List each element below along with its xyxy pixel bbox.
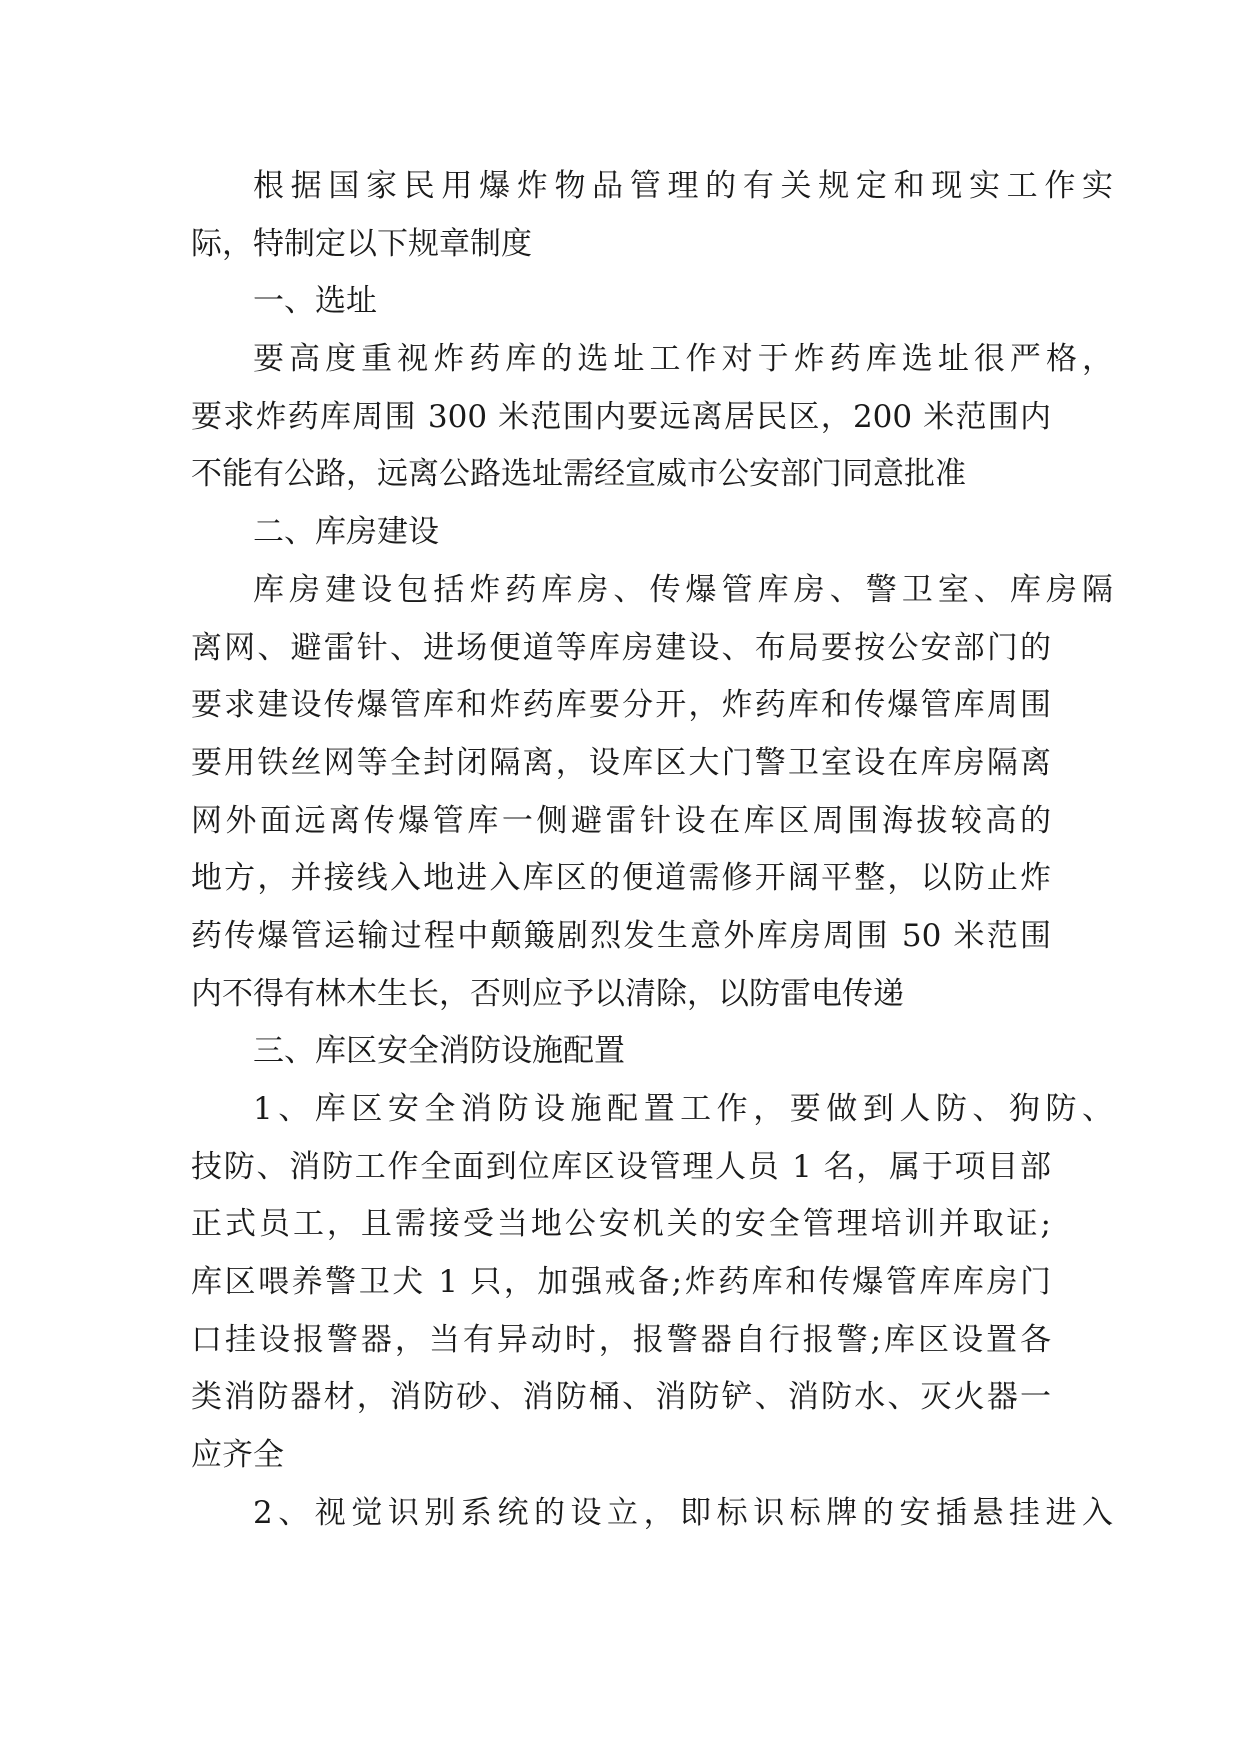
paragraph-construction-line-8: 内不得有林木生长，否则应予以清除，以防雷电传递 — [191, 975, 904, 1012]
paragraph-fire-safety-line-2: 技防、消防工作全面到位库区设管理人员 1 名，属于项目部 — [191, 1148, 1051, 1185]
paragraph-construction-line-4: 要用铁丝网等全封闭隔离，设库区大门警卫室设在库房隔离 — [191, 744, 1051, 781]
document-page — [191, 158, 1113, 1543]
paragraph-fire-safety-line-1: 1、库区安全消防设施配置工作，要做到人防、狗防、 — [253, 1091, 1113, 1127]
section-heading-fire-safety: 三、库区安全消防设施配置 — [253, 1033, 625, 1070]
paragraph-fire-safety-line-7: 应齐全 — [191, 1437, 284, 1474]
paragraph-fire-safety-line-5: 口挂设报警器，当有异动时，报警器自行报警;库区设置各 — [191, 1321, 1051, 1358]
paragraph-construction-line-2: 离网、避雷针、进场便道等库房建设、布局要按公安部门的 — [191, 629, 1051, 666]
paragraph-construction-line-5: 网外面远离传爆管库一侧避雷针设在库区周围海拔较高的 — [191, 802, 1051, 839]
section-heading-site-selection: 一、选址 — [253, 283, 377, 320]
section-heading-warehouse-construction: 二、库房建设 — [253, 514, 439, 551]
paragraph-fire-safety-line-4: 库区喂养警卫犬 1 只，加强戒备;炸药库和传爆管库库房门 — [191, 1264, 1051, 1301]
paragraph-visual-identity-line-1: 2、视觉识别系统的设立，即标识标牌的安插悬挂进入 — [253, 1494, 1113, 1531]
paragraph-site-selection-line-3: 不能有公路，远离公路选址需经宣威市公安部门同意批准 — [191, 456, 966, 493]
paragraph-fire-safety-line-3: 正式员工，且需接受当地公安机关的安全管理培训并取证; — [191, 1206, 1051, 1243]
paragraph-site-selection-line-1: 要高度重视炸药库的选址工作对于炸药库选址很严格， — [253, 341, 1113, 378]
paragraph-construction-line-1: 库房建设包括炸药库房、传爆管库房、警卫室、库房隔 — [253, 571, 1113, 608]
paragraph-construction-line-3: 要求建设传爆管库和炸药库要分开，炸药库和传爆管库周围 — [191, 687, 1051, 724]
paragraph-fire-safety-line-6: 类消防器材，消防砂、消防桶、消防铲、消防水、灭火器一 — [191, 1379, 1051, 1416]
paragraph-site-selection-line-2: 要求炸药库周围 300 米范围内要远离居民区，200 米范围内 — [191, 398, 1051, 435]
paragraph-intro-line-2: 际，特制定以下规章制度 — [191, 225, 532, 262]
paragraph-construction-line-6: 地方，并接线入地进入库区的便道需修开阔平整，以防止炸 — [191, 860, 1051, 897]
paragraph-construction-line-7: 药传爆管运输过程中颠簸剧烈发生意外库房周围 50 米范围 — [191, 917, 1051, 954]
paragraph-intro-line-1: 根据国家民用爆炸物品管理的有关规定和现实工作实 — [253, 168, 1113, 204]
